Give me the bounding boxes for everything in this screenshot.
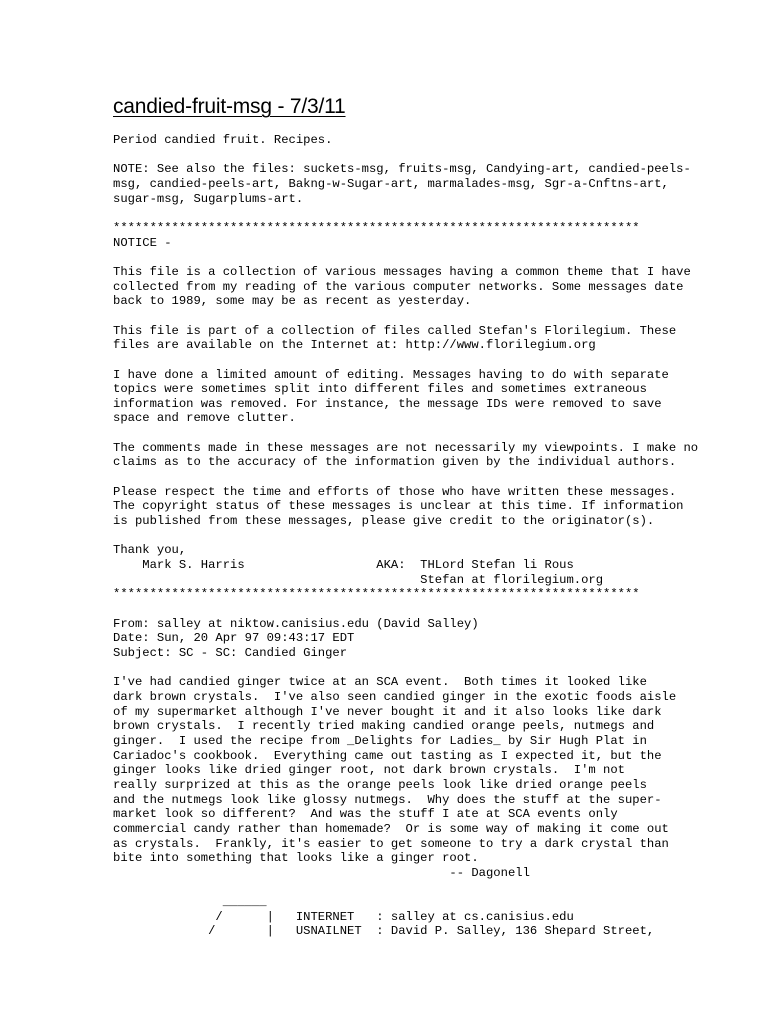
page-title: candied-fruit-msg - 7/3/11 bbox=[113, 95, 346, 118]
document-page bbox=[113, 94, 753, 939]
document-body: Period candied fruit. Recipes. NOTE: See also the files: suckets-msg, fruits-msg, Candying-art, candied-peels- msg, candied-peels-art, Bakng-w-Sugar-art, marmalades-msg, Sgr-a-Cnftns-art, sugar-msg, Sugarplums-art. ************************************************************************ NOTICE - This file is a collection of various messages having a common theme that I have collected from my reading of the various computer networks. Some messages date back to 1989, some may be as recent as yesterday. This file is part of a collection of files called Stefan's Florilegium. These files are available on the Internet at: http://www.florilegium.org I have done a limited amount of editing. Messages having to do with separate topics were sometimes split into different files and sometimes extraneous information was removed. For instance, the message IDs were removed to save space and remove clutter. The comments made in these messages are not necessarily my viewpoints. I make no claims as to the accuracy of the information given by the individual authors. Please respect the time and efforts of those who have written these messages. The copyright status of these messages is unclear at this time. If information is published from these messages, please give credit to the originator(s). Thank you, Mark S. Harris AKA: THLord Stefan li Rous Stefan at florilegium.org ************************************************************************ From: salley at niktow.canisius.edu (David Salley) Date: Sun, 20 Apr 97 09:43:17 EDT Subject: SC - SC: Candied Ginger I've had candied ginger twice at an SCA event. Both times it looked like dark brown crystals. I've also seen candied ginger in the exotic foods aisle of my supermarket although I've never bought it and it also looks like dark brown crystals. I recently tried making candied orange peels, nutmegs and ginger. I used the recipe from _Delights for Ladies_ by Sir Hugh Plat in Cariadoc's cookbook. Everything came out tasting as I expected it, but the ginger looks like dried ginger root, not dark brown crystals. I'm not really surprized at this as the orange peels look like dried orange peels and the nutmegs look like glossy nutmegs. Why does the stuff at the super- market look so different? And was the stuff I ate at SCA events only commercial candy rather than homemade? Or is some way of making it come out as crystals. Frankly, it's easier to get someone to try a dark crystal than bite into something that looks like a ginger root. -- Dagonell ______ / | INTERNET : salley at cs.canisius.edu / | USNAILNET : David P. Salley, 136 Shepard Street, bbox=[113, 133, 699, 939]
